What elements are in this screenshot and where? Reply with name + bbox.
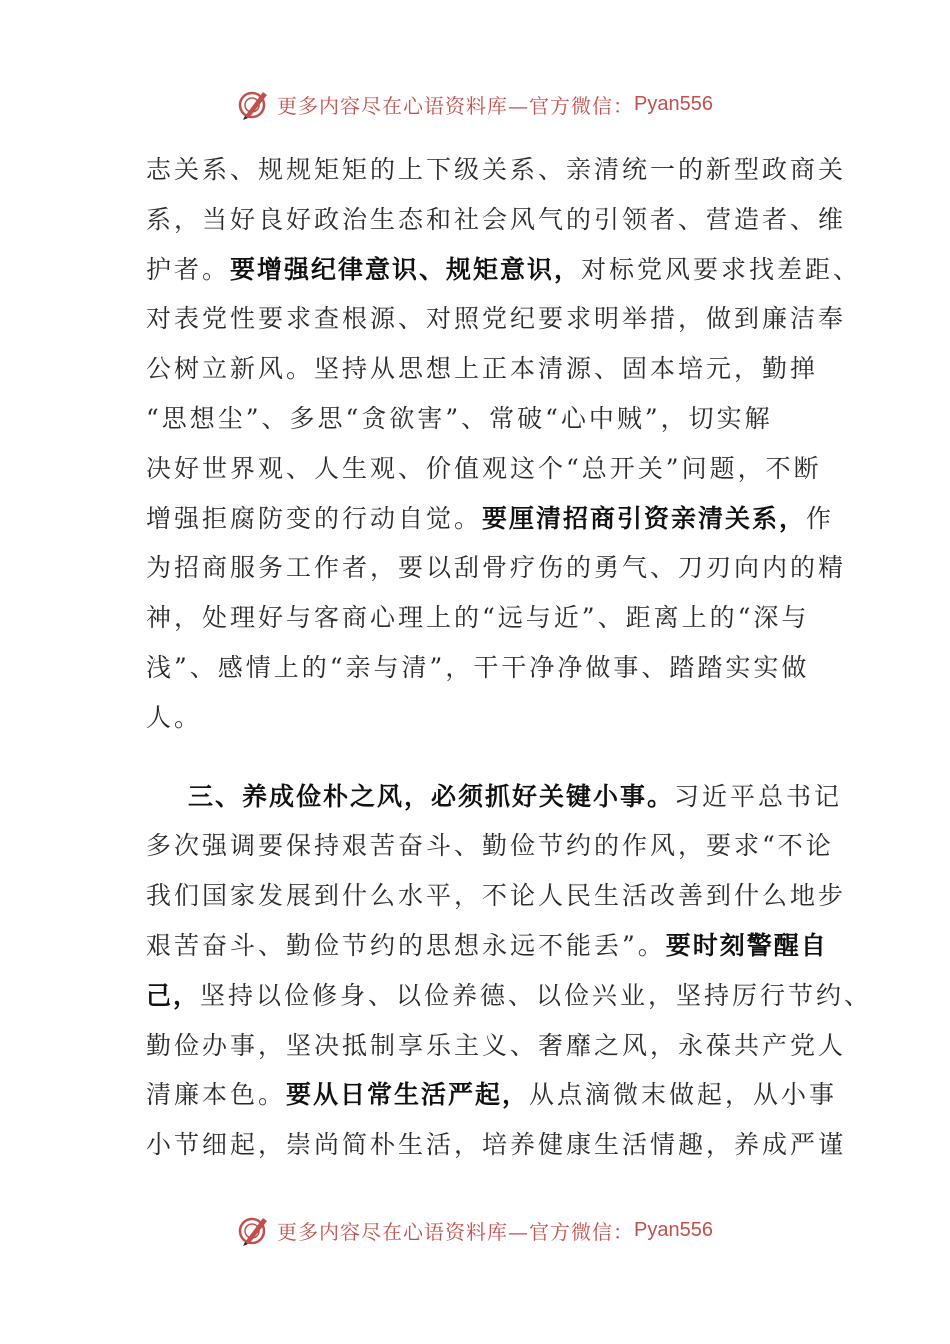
header-watermark [0,84,950,124]
text-line: 我们国家发展到什么水平，不论人民生活改善到什么地步 [146,881,847,911]
text-line: 护者。要增强纪律意识、规矩意识，对标党风要求找差距、 [146,254,862,284]
section-heading-line: 三、养成俭朴之风，必须抓好关键小事。习近平总书记 [188,781,843,811]
watermark-id: Pyan556 [634,1218,713,1241]
text-line: 浅”、感情上的“亲与清”，干干净净做事、踏踏实实做 [146,652,810,682]
bold-phrase: 己， [146,980,201,1010]
text-line: 人。 [146,702,203,732]
watermark-id: Pyan556 [634,92,713,115]
pen-logo-icon [237,1212,273,1248]
document-body [146,145,873,1170]
watermark-text: 更多内容尽在心语资料库—官方微信： [277,93,635,118]
text-line: 志关系、规规矩矩的上下级关系、亲清统一的新型政商关 [146,155,847,184]
text-line: “思想尘”、多思“贪欲害”、常破“心中贼”，切实解 [146,403,773,433]
section-heading: 三、养成俭朴之风，必须抓好关键小事。 [188,781,675,811]
text-line: 对表党性要求查根源、对照党纪要求明举措，做到廉洁奉 [146,304,847,334]
watermark-text: 更多内容尽在心语资料库—官方微信： [277,1219,635,1244]
text-line: 系，当好良好政治生态和社会风气的引领者、营造者、维 [146,204,847,234]
text-line: 神，处理好与客商心理上的“远与近”、距离上的“深与 [146,603,810,633]
text-line: 清廉本色。要从日常生活严起，从点滴微末做起，从小事 [146,1080,838,1110]
bold-phrase: 要时刻警醒自 [665,930,828,960]
text-line: 艰苦奋斗、勤俭节约的思想永远不能丢”。要时刻警醒自 [146,930,828,960]
pen-logo-icon [237,86,273,122]
bold-phrase: 要厘清招商引资亲清关系， [482,503,807,533]
footer-watermark [0,1210,950,1250]
text-line: 小节细起，崇尚简朴生活，培养健康生活情趣，养成严谨 [146,1130,847,1160]
bold-phrase: 要从日常生活严起， [286,1080,530,1110]
bold-phrase: 要增强纪律意识、规矩意识， [230,254,582,284]
text-line: 勤俭办事，坚决抵制享乐主义、奢靡之风，永葆共产党人 [146,1030,847,1060]
text-line: 为招商服务工作者，要以刮骨疗伤的勇气、刀刃向内的精 [146,553,847,583]
text-line: 增强拒腐防变的行动自觉。要厘清招商引资亲清关系，作 [146,503,835,533]
text-line: 多次强调要保持艰苦奋斗、勤俭节约的作风，要求“不论 [146,831,834,861]
text-line: 决好世界观、人生观、价值观这个“总开关”问题，不断 [146,453,822,483]
text-line: 己，坚持以俭修身、以俭养德、以俭兴业，坚持厉行节约、 [146,980,873,1010]
text-line: 公树立新风。坚持从思想上正本清源、固本培元，勤掸 [146,354,819,384]
